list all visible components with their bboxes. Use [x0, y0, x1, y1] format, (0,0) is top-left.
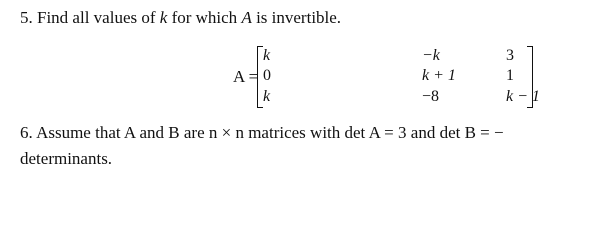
- question-6-continued: determinants.: [20, 149, 113, 168]
- question-5: [20, 8, 341, 28]
- matrix-cell-2-2: k + 1: [422, 67, 456, 84]
- question-6: [20, 123, 504, 143]
- matrix-cell-2-1: 0: [263, 67, 271, 84]
- matrix-cell-3-1: k: [263, 88, 271, 105]
- matrix-cell-3-3: k − 1: [506, 88, 540, 105]
- matrix-label: A =: [233, 67, 259, 86]
- question-6-number: 6.: [20, 123, 33, 142]
- variable-a: A: [241, 8, 252, 27]
- question-5-number: 5.: [20, 8, 33, 27]
- matrix-cell-1-3: 3: [506, 47, 514, 64]
- variable-k: k: [159, 8, 168, 27]
- matrix-cell-1-1: k: [263, 47, 271, 64]
- question-6-text: Assume that A and B are n × n matrices with det A = 3 and det B = −: [36, 123, 504, 142]
- matrix-cell-3-2: −8: [422, 88, 440, 105]
- question-5-text-2: for which: [171, 8, 238, 27]
- matrix-cell-2-3: 1: [506, 67, 514, 84]
- matrix-cell-1-2: −k: [422, 47, 440, 64]
- question-5-text-3: is invertible.: [256, 8, 342, 27]
- question-5-text-1: Find all values of: [37, 8, 156, 27]
